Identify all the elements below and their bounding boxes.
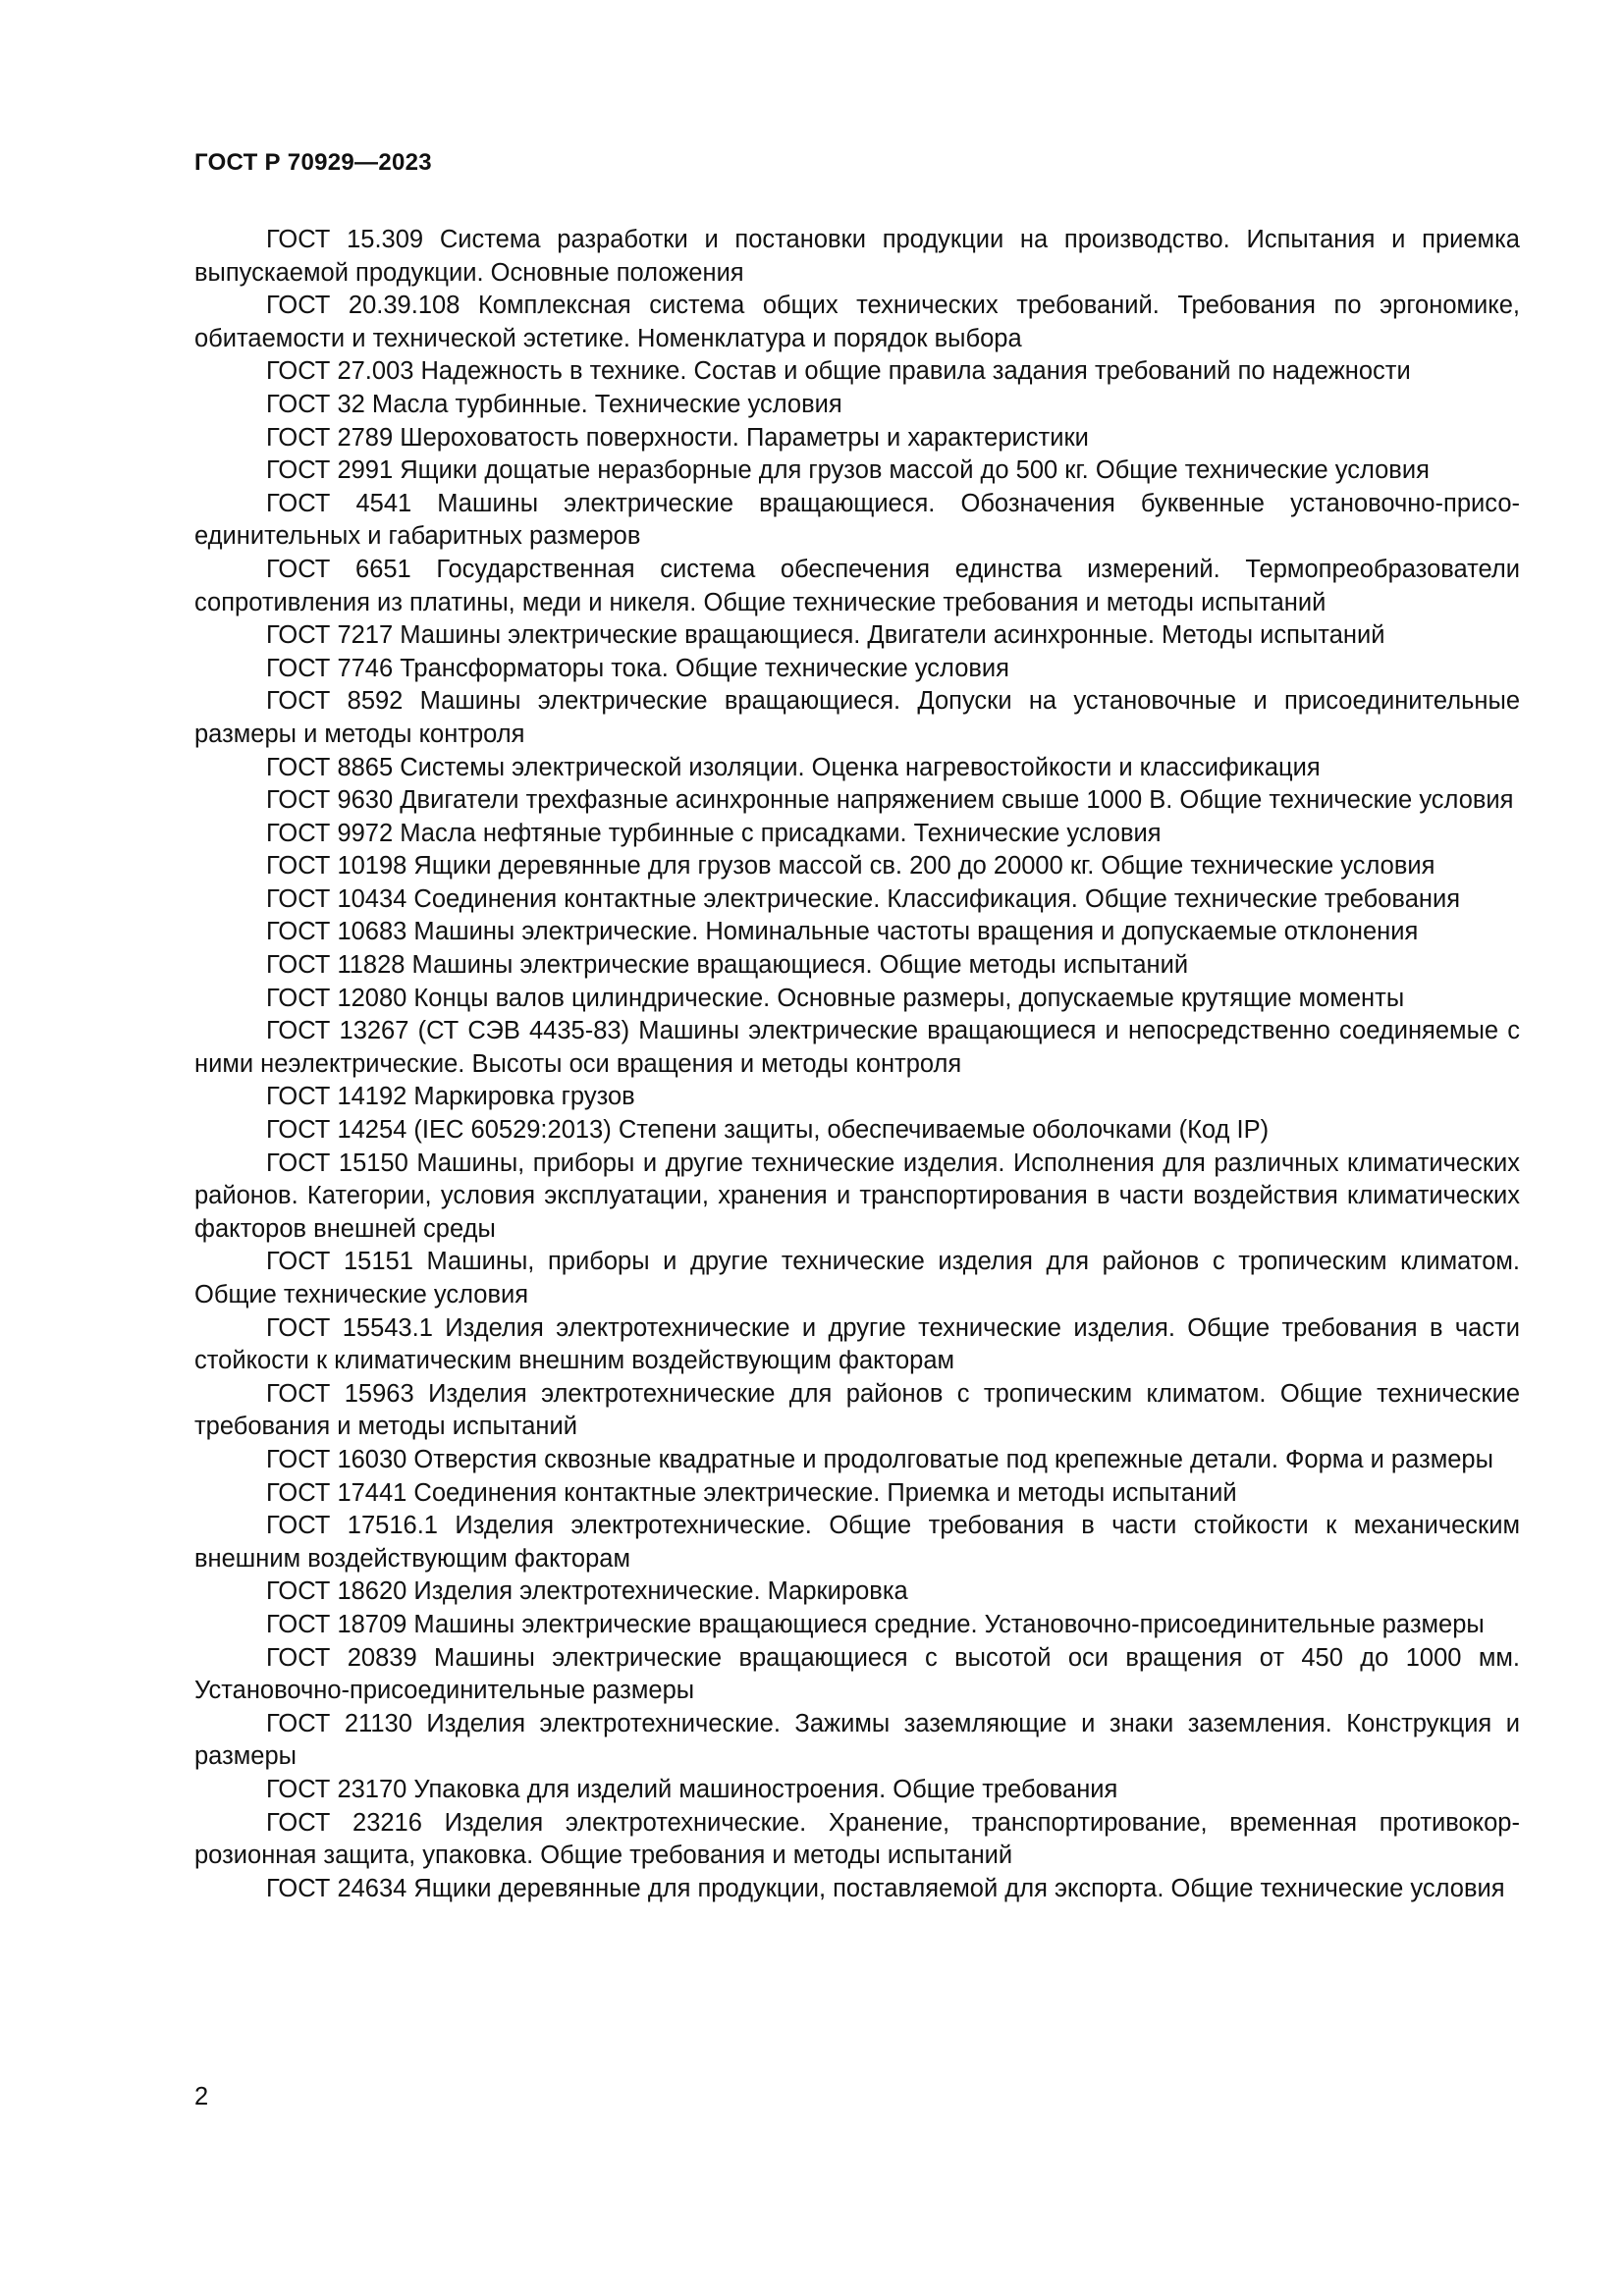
reference-entry: ГОСТ 7746 Трансформаторы тока. Общие технические условия <box>266 654 1009 682</box>
page-number: 2 <box>194 2083 209 2110</box>
reference-entry: ГОСТ 11828 Машины электрические вращающиеся. Общие методы испытаний <box>266 951 1189 980</box>
reference-entry: ГОСТ 20839 Машины электрические вращающиеся с высотой оси вращения от 450 до 1000 мм. Установочно-присоединительные размеры <box>194 1643 1520 1705</box>
reference-entry: ГОСТ 9630 Двигатели трехфазные асинхронные напряжением свыше 1000 В. Общие технические условия <box>266 786 1514 815</box>
reference-entry: ГОСТ 15151 Машины, приборы и другие технические изделия для районов с тропическим климатом. Общие технические условия <box>194 1248 1520 1308</box>
reference-entry: ГОСТ 15963 Изделия электротехнические для районов с тропическим климатом. Общие технические требования и методы испытаний <box>194 1379 1520 1441</box>
document-header: ГОСТ Р 70929—2023 <box>194 149 432 176</box>
normative-references-list <box>194 224 1520 1905</box>
reference-entry: ГОСТ 16030 Отверстия сквозные квадратные и продолговатые под крепежные детали. Форма и размеры <box>266 1445 1493 1473</box>
reference-entry: ГОСТ 8865 Системы электрической изоляции. Оценка нагревостойкости и классификация <box>266 753 1321 781</box>
reference-entry: ГОСТ 27.003 Надежность в технике. Состав и общие правила задания требований по надежности <box>266 357 1411 386</box>
reference-entry: ГОСТ 6651 Государственная система обеспечения единства измерений. Термопреобразователи сопротивления из платины, меди и никеля. Общие технические требования и методы испытаний <box>194 555 1520 616</box>
reference-entry: ГОСТ 18709 Машины электрические вращающиеся средние. Установочно-присоединительные размеры <box>266 1610 1485 1638</box>
reference-entry: ГОСТ 20.39.108 Комплексная система общих технических требований. Требования по эргономике, обитаемости и технической эстетике. Номенклатура и порядок выбора <box>194 292 1520 352</box>
reference-entry: ГОСТ 23216 Изделия электротехнические. Хранение, транспортирование, временная противокоррозионная защита, упаковка. Общие требования и методы испытаний <box>194 1808 1520 1870</box>
reference-entry: ГОСТ 15.309 Система разработки и постановки продукции на производство. Испытания и приемка выпускаемой продукции. Основные положения <box>194 226 1520 287</box>
reference-entry: ГОСТ 8592 Машины электрические вращающиеся. Допуски на установочные и присоединительные размеры и методы контроля <box>194 687 1520 748</box>
reference-entry: ГОСТ 10434 Соединения контактные электрические. Классификация. Общие технические требования <box>266 884 1461 913</box>
reference-entry: ГОСТ 2991 Ящики дощатые неразборные для грузов массой до 500 кг. Общие технические условия <box>266 456 1430 485</box>
reference-entry: ГОСТ 18620 Изделия электротехнические. Маркировка <box>266 1577 908 1606</box>
reference-entry: ГОСТ 12080 Концы валов цилиндрические. Основные размеры, допускаемые крутящие моменты <box>266 984 1405 1012</box>
reference-entry: ГОСТ 17441 Соединения контактные электрические. Приемка и методы испытаний <box>266 1478 1237 1507</box>
reference-entry: ГОСТ 32 Масла турбинные. Технические условия <box>266 390 842 418</box>
reference-entry: ГОСТ 24634 Ящики деревянные для продукции, поставляемой для экспорта. Общие технические условия <box>266 1874 1505 1902</box>
reference-entry: ГОСТ 23170 Упаковка для изделий машиностроения. Общие требования <box>266 1775 1118 1803</box>
reference-entry: ГОСТ 10683 Машины электрические. Номинальные частоты вращения и допускаемые отклонения <box>266 918 1419 946</box>
reference-entry: ГОСТ 21130 Изделия электротехнические. Зажимы заземляющие и знаки заземления. Конструкция и размеры <box>194 1709 1520 1771</box>
reference-entry: ГОСТ 17516.1 Изделия электротехнические. Общие требования в части стойкости к механическим внешним воздействующим факторам <box>194 1512 1520 1573</box>
reference-entry: ГОСТ 14192 Маркировка грузов <box>266 1083 635 1111</box>
reference-entry: ГОСТ 15543.1 Изделия электротехнические и другие технические изделия. Общие требования в части стойкости к климатическим внешним воздействующим факторам <box>194 1313 1520 1375</box>
reference-entry: ГОСТ 7217 Машины электрические вращающиеся. Двигатели асинхронные. Методы испытаний <box>266 621 1385 650</box>
reference-entry: ГОСТ 10198 Ящики деревянные для грузов массой св. 200 до 20000 кг. Общие технические условия <box>266 852 1435 881</box>
reference-entry: ГОСТ 2789 Шероховатость поверхности. Параметры и характеристики <box>266 423 1089 452</box>
reference-entry: ГОСТ 13267 (СТ СЭВ 4435-83) Машины электрические вращающиеся и непосредственно соединяемые с ними неэлектрические. Высоты оси вращения и методы контроля <box>194 1017 1520 1078</box>
reference-entry: ГОСТ 9972 Масла нефтяные турбинные с присадками. Технические условия <box>266 819 1162 847</box>
reference-entry: ГОСТ 15150 Машины, приборы и другие технические изделия. Исполнения для различных климатических районов. Категории, условия эксплуатации, хранения и транспортирования в части воздействия климатических факторов внешней среды <box>194 1148 1520 1243</box>
reference-entry: ГОСТ 14254 (IEC 60529:2013) Степени защиты, обеспечиваемые оболочками (Код IP) <box>266 1116 1270 1145</box>
reference-entry: ГОСТ 4541 Машины электрические вращающиеся. Обозначения буквенные установочно-присоединительных и габаритных размеров <box>194 489 1520 551</box>
